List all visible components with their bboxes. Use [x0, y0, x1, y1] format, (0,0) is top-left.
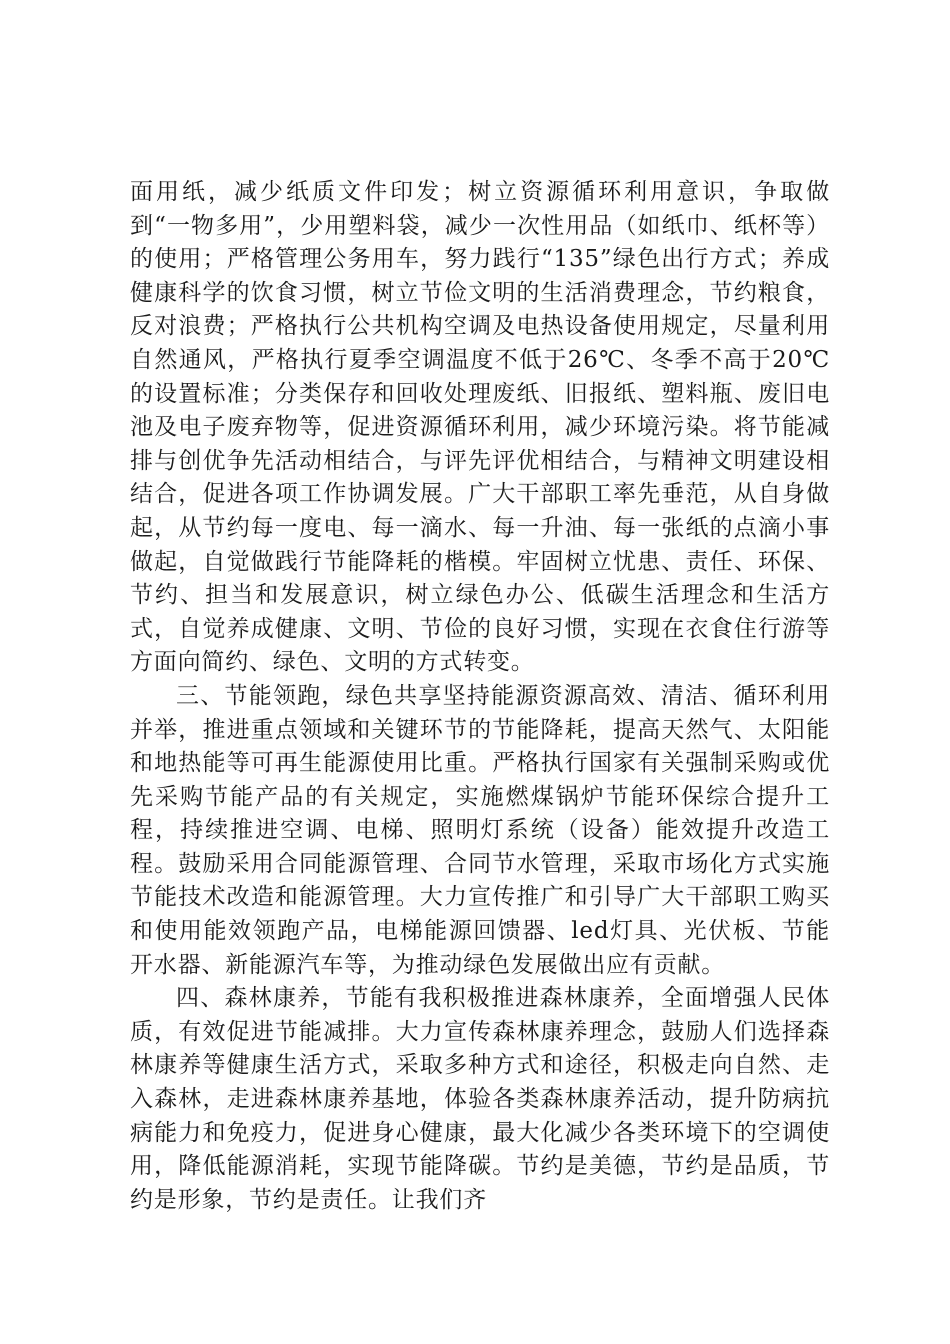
paragraph-section-four: 四、森林康养，节能有我积极推进森林康养，全面增强人民体质，有效促进节能减排。大力宣传森林康养理念，鼓励人们选择森林康养等健康生活方式，采取多种方式和途径，积极走向自然、走入森林，走进森林康养基地，体验各类森林康养活动，提升防病抗病能力和免疫力，促进身心健康，最大化减少各类环境下的空调使用，降低能源消耗，实现节能降碳。节约是美德，节约是品质，节约是形象，节约是责任。让我们齐 — [130, 985, 830, 1213]
document-body — [130, 176, 830, 1217]
paragraph-continuation: 面用纸，减少纸质文件印发；树立资源循环利用意识，争取做到“一物多用”，少用塑料袋，减少一次性用品（如纸巾、纸杯等）的使用；严格管理公务用车，努力践行“135”绿色出行方式；养成健康科学的饮食习惯，树立节俭文明的生活消费理念，节约粮食，反对浪费；严格执行公共机构空调及电热设备使用规定，尽量利用自然通风，严格执行夏季空调温度不低于26℃、冬季不高于20℃的设置标准；分类保存和回收处理废纸、旧报纸、塑料瓶、废旧电池及电子废弃物等，促进资源循环利用，减少环境污染。将节能减排与创优争先活动相结合，与评先评优相结合，与精神文明建设相结合，促进各项工作协调发展。广大干部职工率先垂范，从自身做起，从节约每一度电、每一滴水、每一升油、每一张纸的点滴小事做起，自觉做践行节能降耗的楷模。牢固树立忧患、责任、环保、节约、担当和发展意识，树立绿色办公、低碳生活理念和生活方式，自觉养成健康、文明、节俭的良好习惯，实现在衣食住行游等方面向简约、绿色、文明的方式转变。 — [130, 179, 830, 676]
paragraph-section-three: 三、节能领跑，绿色共享坚持能源资源高效、清洁、循环利用并举，推进重点领域和关键环节的节能降耗，提高天然气、太阳能和地热能等可再生能源使用比重。严格执行国家有关强制采购或优先采购节能产品的有关规定，实施燃煤锅炉节能环保综合提升工程，持续推进空调、电梯、照明灯系统（设备）能效提升改造工程。鼓励采用合同能源管理、合同节水管理，采取市场化方式实施节能技术改造和能源管理。大力宣传推广和引导广大干部职工购买和使用能效领跑产品，电梯能源回馈器、led灯具、光伏板、节能开水器、新能源汽车等，为推动绿色发展做出应有贡献。 — [130, 682, 830, 978]
